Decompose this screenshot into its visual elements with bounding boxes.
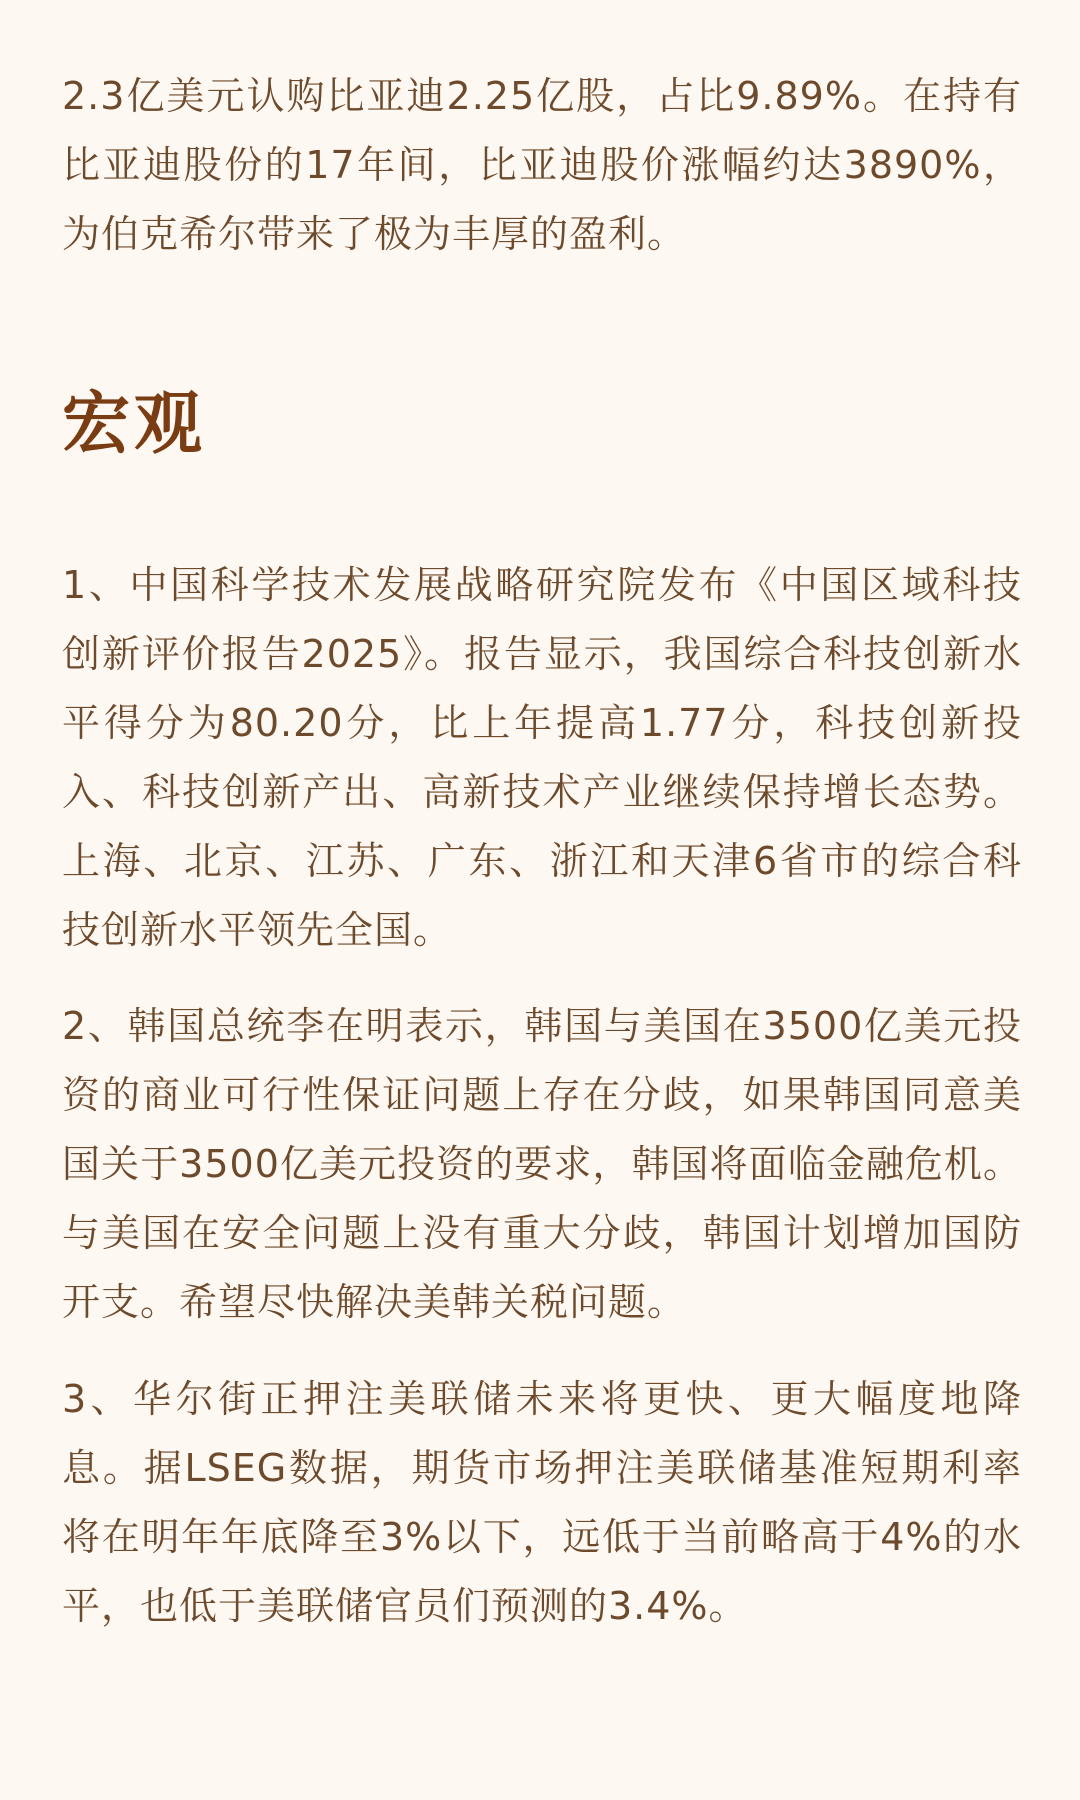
- news-item-1: 1、中国科学技术发展战略研究院发布《中国区域科技创新评价报告2025》。报告显示，我国综合科技创新水平得分为80.20分，比上年提高1.77分，科技创新投入、科技创新产出、高新技术产业继续保持增长态势。上海、北京、江苏、广东、浙江和天津6省市的综合科技创新水平领先全国。: [62, 563, 1022, 952]
- section-heading: 宏观: [62, 385, 207, 464]
- intro-paragraph: 2.3亿美元认购比亚迪2.25亿股，占比9.89%。在持有比亚迪股份的17年间，比亚迪股价涨幅约达3890%，为伯克希尔带来了极为丰厚的盈利。: [62, 74, 1022, 256]
- news-item-2: 2、韩国总统李在明表示，韩国与美国在3500亿美元投资的商业可行性保证问题上存在分歧，如果韩国同意美国关于3500亿美元投资的要求，韩国将面临金融危机。与美国在安全问题上没有重大分歧，韩国计划增加国防开支。希望尽快解决美韩关税问题。: [62, 1004, 1022, 1324]
- news-item-3: 3、华尔街正押注美联储未来将更快、更大幅度地降息。据LSEG数据，期货市场押注美联储基准短期利率将在明年年底降至3%以下，远低于当前略高于4%的水平，也低于美联储官员们预测的3.4%。: [62, 1377, 1022, 1628]
